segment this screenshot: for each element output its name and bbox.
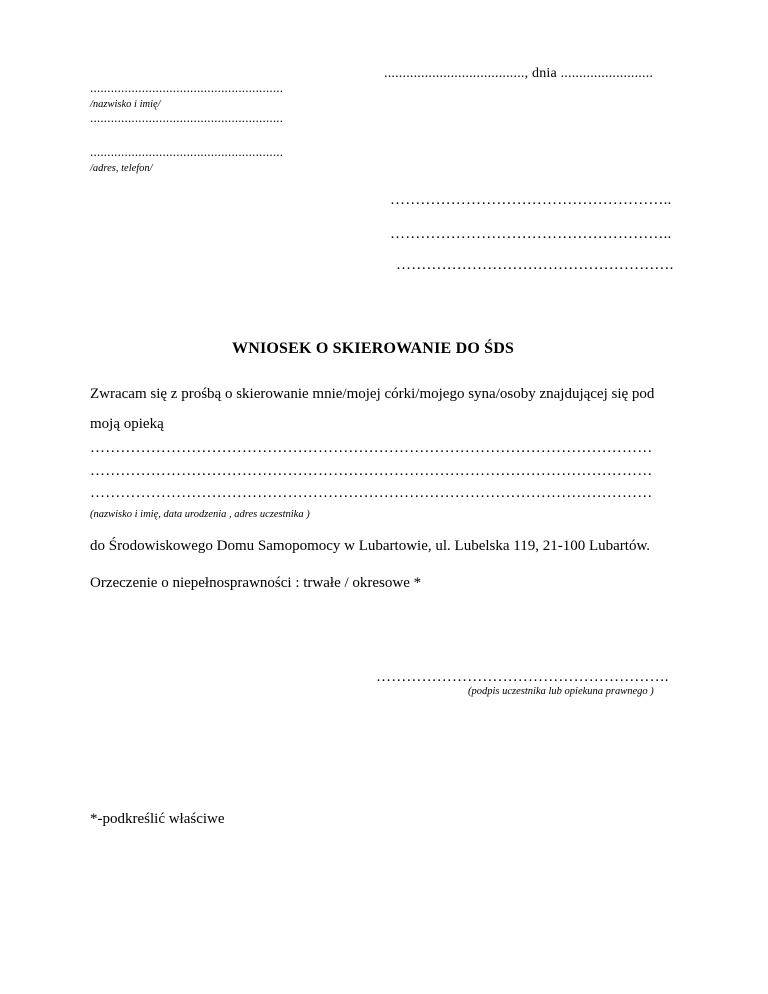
intro-line-1: Zwracam się z prośbą o skierowanie mnie/mojej córki/mojego syna/osoby znajdującej się pod xyxy=(90,386,655,402)
destination-text: do Środowiskowego Domu Samopomocy w Lubartowie, ul. Lubelska 119, 21-100 Lubartów. xyxy=(90,538,651,554)
fill-line-2: ………………………………………………………………………………………………… xyxy=(90,463,653,479)
recipient-line-3: ………………………………………………. xyxy=(396,257,674,273)
disability-statement: Orzeczenie o niepełnosprawności : trwałe / okresowe * xyxy=(90,575,422,591)
applicant-name-label: /nazwisko i imię/ xyxy=(90,99,161,110)
recipient-line-1: ……………………………………………….. xyxy=(390,192,672,208)
fill-line-1: ………………………………………………………………………………………………… xyxy=(90,440,653,456)
applicant-name-line: ........................................................ xyxy=(90,80,284,95)
place-date-line: ......................................, dnia ......................... xyxy=(384,66,654,81)
signature-label: (podpis uczestnika lub opiekuna prawnego ) xyxy=(468,686,654,697)
applicant-address-line-1: ........................................................ xyxy=(90,110,284,125)
document-title: WNIOSEK O SKIEROWANIE DO ŚDS xyxy=(232,340,515,357)
recipient-line-2: ……………………………………………….. xyxy=(390,226,672,242)
applicant-address-line-2: ........................................................ xyxy=(90,144,284,159)
applicant-address-label: /adres, telefon/ xyxy=(90,163,153,174)
fill-line-3: ………………………………………………………………………………………………… xyxy=(90,485,653,501)
intro-line-2: moją opieką xyxy=(90,416,164,432)
signature-line: …………………………………………………. xyxy=(376,669,669,685)
footnote: *-podkreślić właściwe xyxy=(90,811,225,827)
fill-label: (nazwisko i imię, data urodzenia , adres uczestnika ) xyxy=(90,509,310,520)
